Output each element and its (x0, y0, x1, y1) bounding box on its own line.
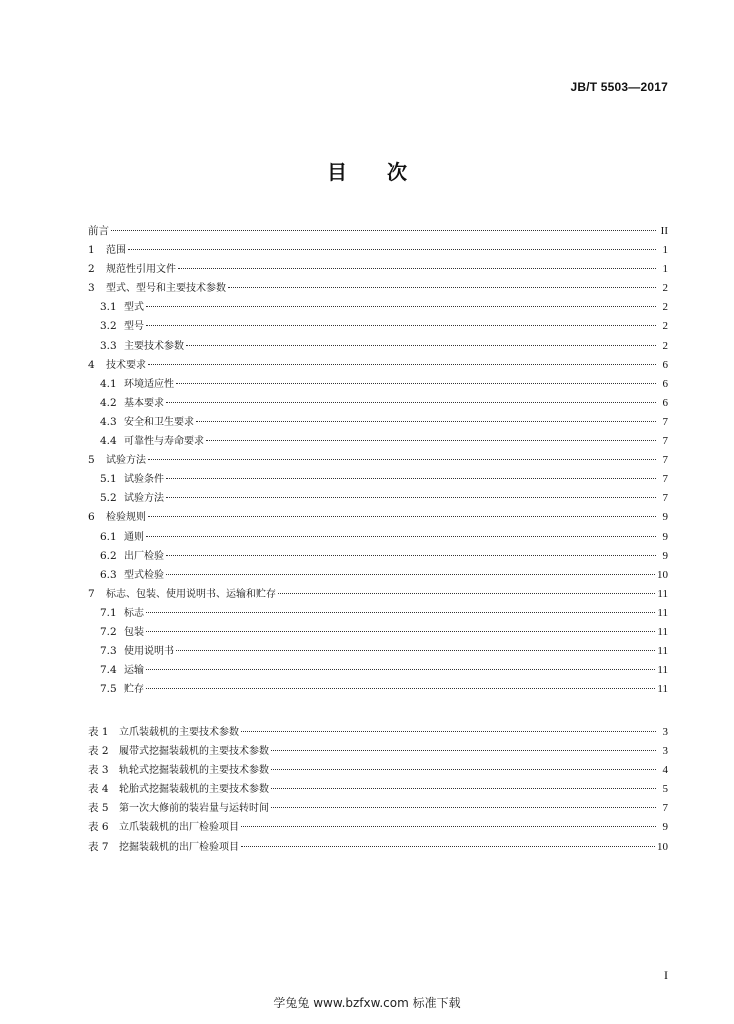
entry-title: 主要技术参数 (124, 340, 184, 352)
entry-number: 表 5 (88, 802, 109, 815)
entry-number: 3.3 (100, 339, 117, 352)
toc-entry[interactable] (88, 298, 668, 317)
entry-title: 标志 (124, 607, 144, 619)
toc-entry[interactable] (88, 356, 668, 375)
dot-leader (271, 769, 656, 770)
entry-page-number: 2 (662, 320, 668, 333)
entry-title: 标志、包装、使用说明书、运输和贮存 (106, 588, 276, 600)
entry-page-number: 7 (662, 415, 668, 428)
entry-page-number: 11 (657, 683, 668, 696)
entry-number: 表 7 (88, 840, 109, 853)
entry-title: 检验规则 (106, 512, 146, 524)
page-title (0, 156, 734, 185)
entry-page-number: 5 (662, 783, 668, 796)
entry-number: 4.2 (100, 396, 117, 409)
entry-page-number: 7 (662, 492, 668, 505)
dot-leader (148, 516, 656, 517)
entry-title: 型式、型号和主要技术参数 (106, 283, 226, 295)
toc-entry[interactable] (88, 566, 668, 585)
dot-leader (166, 574, 655, 575)
entry-title: 轨轮式挖掘装载机的主要技术参数 (119, 765, 269, 777)
toc-entry[interactable] (88, 661, 668, 680)
toc-entry[interactable] (88, 337, 668, 356)
entry-title: 试验方法 (106, 455, 146, 467)
entry-number: 7.3 (100, 645, 117, 658)
toc-entry[interactable] (88, 604, 668, 623)
table-list-entry[interactable] (88, 780, 668, 799)
dot-leader (146, 631, 655, 632)
toc-entry[interactable] (88, 222, 668, 241)
entry-number: 3 (88, 282, 95, 295)
entry-title: 安全和卫生要求 (124, 416, 194, 428)
dot-leader (278, 593, 655, 594)
entry-title: 贮存 (124, 684, 144, 696)
dot-leader (271, 750, 656, 751)
dot-leader (146, 612, 655, 613)
entry-number: 6.1 (100, 530, 117, 543)
table-list-entry[interactable] (88, 742, 668, 761)
list-of-tables (88, 723, 668, 857)
entry-page-number: 1 (662, 263, 668, 276)
entry-page-number: 6 (662, 358, 668, 371)
dot-leader (166, 555, 656, 556)
toc-entry[interactable] (88, 470, 668, 489)
table-list-entry[interactable] (88, 761, 668, 780)
entry-page-number: 9 (662, 530, 668, 543)
dot-leader (111, 230, 656, 231)
entry-number: 4.3 (100, 415, 117, 428)
entry-title: 立爪装载机的出厂检验项目 (119, 822, 239, 834)
entry-page-number: 2 (662, 339, 668, 352)
entry-page-number: II (660, 225, 668, 237)
table-list-entry[interactable] (88, 799, 668, 818)
dot-leader (128, 249, 656, 250)
entry-page-number: 7 (662, 435, 668, 448)
toc-entry[interactable] (88, 489, 668, 508)
entry-number: 4.1 (100, 377, 117, 390)
toc-entry[interactable] (88, 241, 668, 260)
dot-leader (241, 826, 656, 827)
entry-page-number: 6 (662, 396, 668, 409)
entry-number: 5 (88, 454, 95, 467)
entry-page-number: 2 (662, 301, 668, 314)
entry-title: 第一次大修前的装岩量与运转时间 (119, 803, 269, 815)
entry-page-number: 3 (662, 726, 668, 738)
dot-leader (241, 731, 656, 732)
entry-page-number: 3 (662, 745, 668, 758)
dot-leader (146, 536, 656, 537)
entry-number: 表 2 (88, 745, 109, 758)
entry-page-number: 6 (662, 377, 668, 390)
entry-page-number: 2 (662, 282, 668, 295)
toc-entry[interactable] (88, 317, 668, 336)
entry-number: 6 (88, 511, 95, 524)
entry-number: 7 (88, 587, 95, 600)
entry-title: 出厂检验 (124, 550, 164, 562)
entry-page-number: 4 (662, 764, 668, 777)
entry-page-number: 7 (662, 454, 668, 467)
entry-page-number: 9 (662, 511, 668, 524)
toc-entry[interactable] (88, 375, 668, 394)
entry-title: 运输 (124, 665, 144, 677)
dot-leader (178, 268, 656, 269)
dot-leader (166, 402, 656, 403)
entry-number: 表 6 (88, 821, 109, 834)
entry-title: 型式检验 (124, 569, 164, 581)
dot-leader (228, 287, 656, 288)
dot-leader (186, 345, 656, 346)
entry-number: 3.1 (100, 301, 117, 314)
page-number: I (664, 968, 668, 982)
entry-page-number: 9 (662, 549, 668, 562)
toc-entry[interactable] (88, 547, 668, 566)
entry-number: 表 4 (88, 783, 109, 796)
entry-number: 4.4 (100, 435, 117, 448)
table-list-entry[interactable] (88, 818, 668, 837)
dot-leader (196, 421, 656, 422)
title-char-1: 目 (327, 160, 347, 184)
toc-entry[interactable] (88, 528, 668, 547)
entry-number: 5.2 (100, 492, 117, 505)
entry-title: 型号 (124, 321, 144, 333)
dot-leader (271, 807, 656, 808)
table-list-entry[interactable] (88, 723, 668, 742)
entry-title: 立爪装载机的主要技术参数 (119, 727, 239, 738)
entry-title: 试验方法 (124, 493, 164, 505)
toc-entry[interactable] (88, 680, 668, 699)
toc-entry[interactable] (88, 451, 668, 470)
dot-leader (146, 669, 655, 670)
entry-title: 轮胎式挖掘装载机的主要技术参数 (119, 784, 269, 796)
entry-page-number: 10 (657, 840, 668, 853)
entry-number: 3.2 (100, 320, 117, 333)
dot-leader (241, 846, 655, 847)
entry-number: 表 1 (88, 726, 109, 738)
entry-title: 使用说明书 (124, 646, 174, 658)
toc-entry[interactable] (88, 642, 668, 661)
dot-leader (148, 364, 656, 365)
toc-entry[interactable] (88, 585, 668, 604)
dot-leader (206, 440, 656, 441)
entry-number: 2 (88, 263, 95, 276)
entry-number: 表 3 (88, 764, 109, 777)
table-list-entry[interactable] (88, 838, 668, 857)
toc-entry[interactable] (88, 394, 668, 413)
footer-watermark: 学兔兔 www.bzfxw.com 标准下载 (273, 996, 461, 1010)
entry-title: 试验条件 (124, 474, 164, 486)
dot-leader (176, 383, 656, 384)
entry-title: 可靠性与寿命要求 (124, 436, 204, 448)
entry-title: 通则 (124, 531, 144, 543)
entry-title: 规范性引用文件 (106, 264, 176, 276)
entry-number: 7.4 (100, 664, 117, 677)
entry-number: 7.5 (100, 683, 117, 696)
entry-number: 6.2 (100, 549, 117, 562)
entry-page-number: 11 (657, 587, 668, 600)
toc-entry[interactable] (88, 508, 668, 527)
toc-entry[interactable] (88, 623, 668, 642)
dot-leader (146, 325, 656, 326)
entry-page-number: 10 (657, 568, 668, 581)
table-of-contents (88, 222, 668, 699)
entry-title: 技术要求 (106, 359, 146, 371)
dot-leader (166, 497, 656, 498)
entry-page-number: 7 (662, 802, 668, 815)
entry-title: 基本要求 (124, 397, 164, 409)
entry-title: 挖掘装载机的出厂检验项目 (119, 841, 239, 853)
toc-entry[interactable] (88, 260, 668, 279)
toc-entry[interactable] (88, 432, 668, 451)
dot-leader (146, 306, 656, 307)
entry-title: 型式 (124, 302, 144, 314)
entry-title: 包装 (124, 626, 144, 638)
dot-leader (146, 688, 655, 689)
entry-title: 环境适应性 (124, 378, 174, 390)
dot-leader (166, 478, 656, 479)
standard-number: JB/T 5503—2017 (570, 80, 668, 94)
entry-number: 7.1 (100, 606, 117, 619)
entry-page-number: 1 (662, 244, 668, 257)
toc-entry[interactable] (88, 413, 668, 432)
entry-page-number: 11 (657, 606, 668, 619)
entry-page-number: 11 (657, 645, 668, 658)
toc-entry[interactable] (88, 279, 668, 298)
entry-title: 履带式挖掘装载机的主要技术参数 (119, 746, 269, 758)
dot-leader (271, 788, 656, 789)
entry-page-number: 7 (662, 473, 668, 486)
entry-number: 4 (88, 358, 95, 371)
entry-page-number: 11 (657, 664, 668, 677)
entry-number: 前言 (88, 225, 109, 237)
entry-page-number: 9 (662, 821, 668, 834)
entry-number: 5.1 (100, 473, 117, 486)
entry-number: 7.2 (100, 625, 117, 638)
entry-number: 6.3 (100, 568, 117, 581)
title-char-2: 次 (387, 160, 407, 184)
entry-title: 范围 (106, 245, 126, 257)
entry-number: 1 (88, 244, 95, 257)
dot-leader (176, 650, 655, 651)
dot-leader (148, 459, 656, 460)
entry-page-number: 11 (657, 625, 668, 638)
